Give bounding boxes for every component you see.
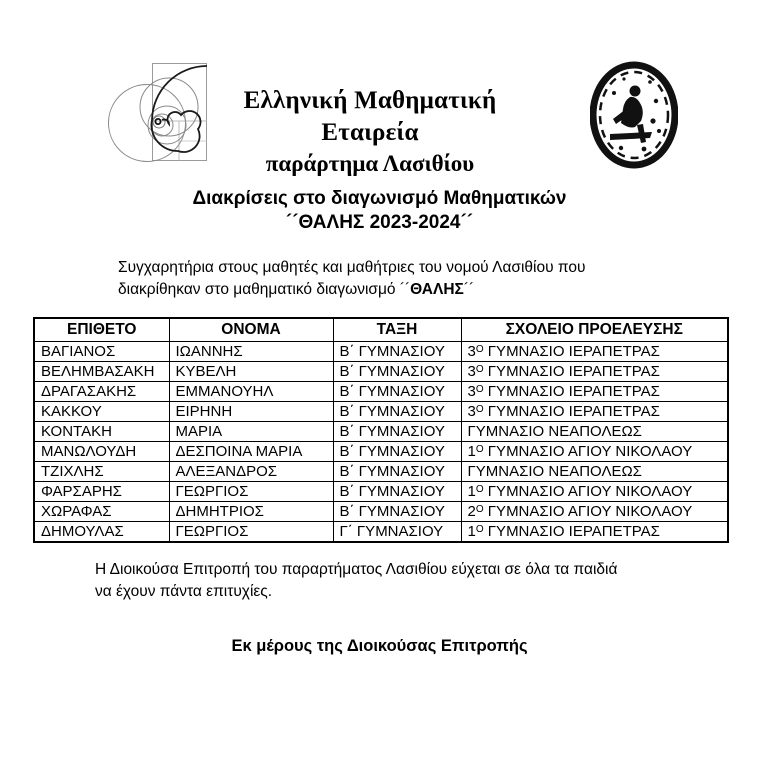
cell-school: ΓΥΜΝΑΣΙΟ ΝΕΑΠΟΛΕΩΣ [461, 462, 728, 482]
cell-grade: Β΄ ΓΥΜΝΑΣΙΟΥ [333, 382, 461, 402]
cell-grade: Β΄ ΓΥΜΝΑΣΙΟΥ [333, 362, 461, 382]
results-table [33, 317, 729, 543]
cell-grade: Β΄ ΓΥΜΝΑΣΙΟΥ [333, 502, 461, 522]
cell-firstname: ΑΛΕΞΑΝΔΡΟΣ [169, 462, 333, 482]
cell-surname: ΚΑΚΚΟΥ [34, 402, 169, 422]
signature-line: Εκ μέρους της Διοικούσας Επιτροπής [231, 637, 528, 655]
cell-grade: Β΄ ΓΥΜΝΑΣΙΟΥ [333, 342, 461, 362]
cell-surname: ΜΑΝΩΛΟΥΔΗ [34, 442, 169, 462]
cell-firstname: ΕΜΜΑΝΟΥΗΛ [169, 382, 333, 402]
col-header-grade: ΤΑΞΗ [333, 318, 461, 342]
table-row [34, 402, 728, 422]
closing-line1: Η Διοικούσα Επιτροπή του παραρτήματος Λασιθίου εύχεται σε όλα τα παιδιά [95, 561, 618, 578]
table-row [34, 442, 728, 462]
cell-surname: ΔΗΜΟΥΛΑΣ [34, 522, 169, 543]
cell-grade: Β΄ ΓΥΜΝΑΣΙΟΥ [333, 402, 461, 422]
intro-line2-before: διακρίθηκαν στο μαθηματικό διαγωνισμό ´´ [118, 280, 411, 298]
cell-firstname: ΕΙΡΗΝΗ [169, 402, 333, 422]
intro-paragraph [118, 257, 663, 300]
results-table-body [34, 342, 728, 543]
cell-grade: Γ΄ ΓΥΜΝΑΣΙΟΥ [333, 522, 461, 543]
cell-surname: ΦΑΡΣΑΡΗΣ [34, 482, 169, 502]
table-row [34, 482, 728, 502]
competition-name-bold: ΘΑΛΗΣ [410, 280, 464, 298]
cell-school: $3^O$ ΓΥΜΝΑΣΙΟ ΙΕΡΑΠΕΤΡΑΣ [461, 382, 728, 402]
cell-surname: ΔΡΑΓΑΣΑΚΗΣ [34, 382, 169, 402]
table-row [34, 422, 728, 442]
table-row [34, 382, 728, 402]
cell-surname: ΒΕΛΗΜΒΑΣΑΚΗ [34, 362, 169, 382]
cell-grade: Β΄ ΓΥΜΝΑΣΙΟΥ [333, 422, 461, 442]
cell-firstname: ΚΥΒΕΛΗ [169, 362, 333, 382]
cell-surname: ΧΩΡΑΦΑΣ [34, 502, 169, 522]
table-row [34, 522, 728, 543]
cell-firstname: ΔΕΣΠΟΙΝΑ ΜΑΡΙΑ [169, 442, 333, 462]
cell-school: $1^O$ ΓΥΜΝΑΣΙΟ ΑΓΙΟΥ ΝΙΚΟΛΑΟΥ [461, 482, 728, 502]
cell-school: $1^O$ ΓΥΜΝΑΣΙΟ ΑΓΙΟΥ ΝΙΚΟΛΑΟΥ [461, 442, 728, 462]
cell-grade: Β΄ ΓΥΜΝΑΣΙΟΥ [333, 462, 461, 482]
cell-firstname: ΜΑΡΙΑ [169, 422, 333, 442]
table-row [34, 462, 728, 482]
document-title-line1: Διακρίσεις στο διαγωνισμό Μαθηματικών [192, 188, 567, 209]
organization-name-line1: Ελληνική Μαθηματική Εταιρεία [243, 87, 497, 146]
cell-firstname: ΔΗΜΗΤΡΙΟΣ [169, 502, 333, 522]
cell-school: $3^O$ ΓΥΜΝΑΣΙΟ ΙΕΡΑΠΕΤΡΑΣ [461, 402, 728, 422]
organization-name [198, 85, 542, 179]
cell-school: $1^O$ ΓΥΜΝΑΣΙΟ ΙΕΡΑΠΕΤΡΑΣ [461, 522, 728, 543]
table-row [34, 342, 728, 362]
table-header-row [34, 318, 728, 342]
col-header-school: ΣΧΟΛΕΙΟ ΠΡΟΕΛΕΥΣΗΣ [461, 318, 728, 342]
table-row [34, 502, 728, 522]
col-header-firstname: ΟΝΟΜΑ [169, 318, 333, 342]
closing-note [95, 559, 675, 602]
cell-grade: Β΄ ΓΥΜΝΑΣΙΟΥ [333, 482, 461, 502]
document-title-line2: ´´ΘΑΛΗΣ 2023-2024´´ [285, 212, 474, 233]
table-row [34, 362, 728, 382]
closing-line2: να έχουν πάντα επιτυχίες. [95, 582, 273, 600]
cell-surname: ΤΖΙΧΛΗΣ [34, 462, 169, 482]
cell-school: $3^O$ ΓΥΜΝΑΣΙΟ ΙΕΡΑΠΕΤΡΑΣ [461, 362, 728, 382]
cell-school: $2^O$ ΓΥΜΝΑΣΙΟ ΑΓΙΟΥ ΝΙΚΟΛΑΟΥ [461, 502, 728, 522]
cell-surname: ΒΑΓΙΑΝΟΣ [34, 342, 169, 362]
col-header-surname: ΕΠΙΘΕΤΟ [34, 318, 169, 342]
document-title [0, 187, 759, 235]
cell-firstname: ΙΩΑΝΝΗΣ [169, 342, 333, 362]
cell-firstname: ΓΕΩΡΓΙΟΣ [169, 522, 333, 543]
cell-school: ΓΥΜΝΑΣΙΟ ΝΕΑΠΟΛΕΩΣ [461, 422, 728, 442]
organization-name-line2: παράρτημα Λασιθίου [265, 151, 475, 176]
intro-line2-after: ´´ [463, 280, 475, 298]
cell-grade: Β΄ ΓΥΜΝΑΣΙΟΥ [333, 442, 461, 462]
cell-school: $3^O$ ΓΥΜΝΑΣΙΟ ΙΕΡΑΠΕΤΡΑΣ [461, 342, 728, 362]
intro-line1: Συγχαρητήρια στους μαθητές και μαθήτριες του νομού Λασιθίου που [118, 259, 586, 276]
cell-firstname: ΓΕΩΡΓΙΟΣ [169, 482, 333, 502]
mathematical-society-seal-icon [590, 61, 678, 169]
cell-surname: ΚΟΝΤΑΚΗ [34, 422, 169, 442]
